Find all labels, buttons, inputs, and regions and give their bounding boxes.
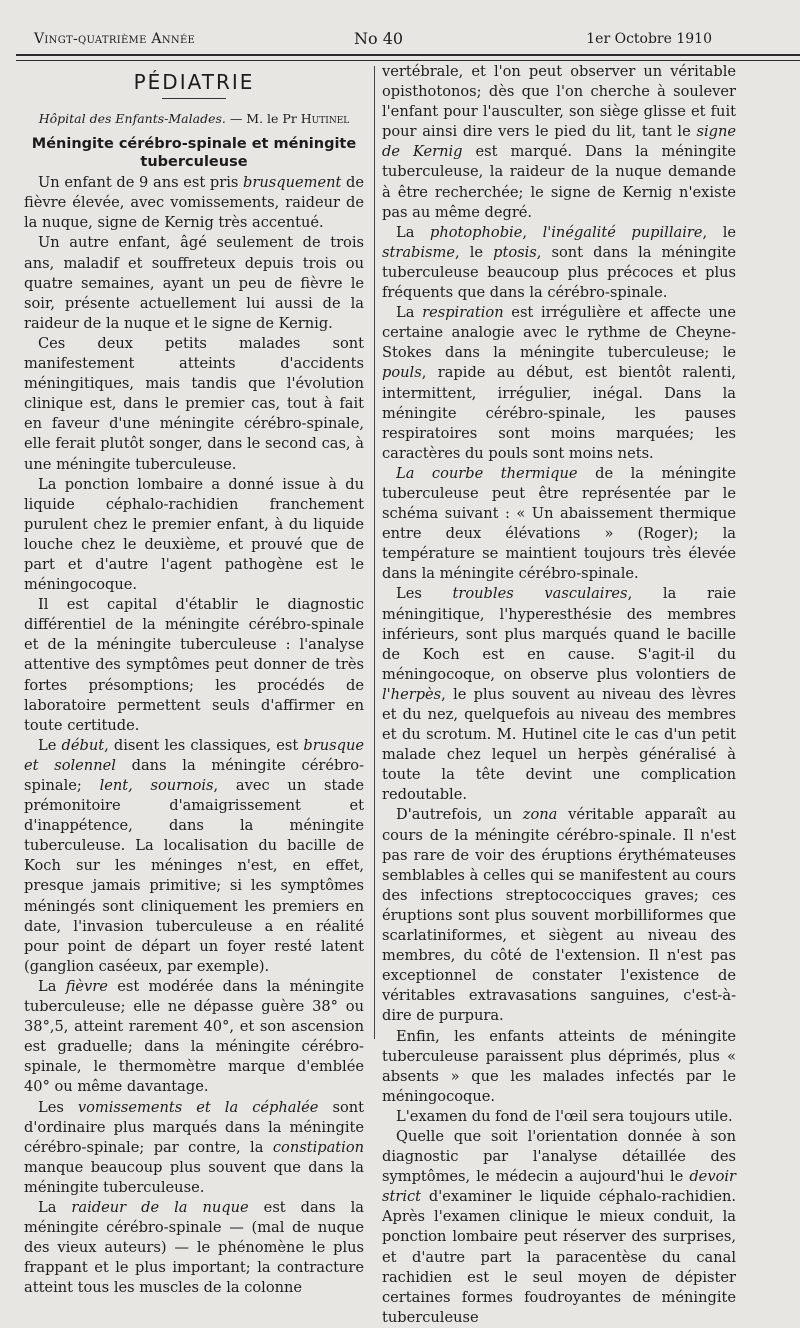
text-run: La	[396, 223, 430, 241]
text-run: manque beaucoup plus souvent que dans la méningite tuberculeuse.	[24, 1158, 364, 1196]
text-run: La	[38, 1198, 72, 1216]
title-rule	[162, 98, 226, 99]
text-run: de la méningite tuberculeuse peut être représentée par le schéma suivant : « Un abaissement thermique entre deux élévations » (Roger); la température se maintient toujours très élevée dans la méningite cérébro-spinale.	[382, 464, 736, 583]
emphasis: l'herpès	[382, 685, 442, 703]
text-run: d'examiner le liquide céphalo-rachidien. Après l'examen clinique le mieux conduit, la ponction lombaire peut réserver des surprises, et d'autre part la paracentèse du canal rachidien est le seul moyen de dépister certaines formes foudroyantes de méningite tuberculeuse	[382, 1188, 736, 1326]
paragraph	[24, 736, 364, 977]
text-run: D'autrefois, un	[396, 806, 523, 824]
paragraph	[24, 1198, 364, 1298]
emphasis: fièvre	[65, 977, 108, 995]
text-run: , avec un stade prémonitoire d'amaigrissement et d'inappétence, dans la méningite tuberculeuse. La localisation du bacille de Koch sur les méninges n'est, en effet, presque jamais primitive; si les symptômes méningés sont cliniquement les premiers en date, l'invasion tuberculeuse a en réalité pour point de départ un foyer resté latent (ganglion caséeux, par exemple).	[24, 777, 364, 975]
paragraph	[382, 464, 736, 585]
emphasis: troubles vasculaires	[452, 585, 628, 603]
byline-separator: — M. le Pr	[225, 111, 301, 127]
text-run: est irrégulière et affecte une certaine analogie avec le rythme de Cheyne-Stokes dans la méningite tuberculeuse; le	[382, 304, 736, 362]
emphasis: vomissements et la céphalée	[77, 1098, 319, 1116]
emphasis: ptosis	[493, 243, 537, 261]
emphasis: début	[61, 736, 105, 754]
section-title: PÉDIATRIE	[133, 70, 255, 94]
paragraph	[382, 805, 736, 1026]
text-run: , rapide au début, est bientôt ralenti, intermittent, irrégulier, inégal. Dans la méningite cérébro-spinale, les pauses respiratoires sont moins marquées; les caractères du pouls sont moins nets.	[382, 364, 736, 462]
text-run: , sont dans la méningite tuberculeuse beaucoup plus précoces et plus fréquents que dans la cérébro-spinale.	[382, 243, 736, 302]
text-run: La	[396, 304, 423, 322]
header-double-rule	[16, 54, 800, 61]
emphasis: devoir strict	[382, 1168, 736, 1206]
paragraph	[382, 223, 736, 303]
paragraph: Un autre enfant, âgé seulement de trois ans, maladif et souffreteux depuis trois ou quatre semaines, ayant un peu de fièvre le soir, présente actuellement lui aussi de la raideur de la nuque et le signe de Kernig.	[24, 234, 364, 332]
emphasis: constipation	[272, 1138, 364, 1156]
paragraph	[382, 303, 736, 464]
text-run: Les	[38, 1098, 78, 1116]
text-run: véritable apparaît au cours de la méningite cérébro-spinale. Il n'est pas rare de voir des éruptions érythémateuses semblables à celles qui se manifestent au cours des infections streptococciques graves; ces éruptions sont plus souvent morbilliformes que scarlatiniformes, et siègent au niveau des membres, du côté de l'extension. Il n'est pas exceptionnel de constater l'existence de véritables extravasations sanguines, c'est-à-dire de purpura.	[382, 806, 736, 1025]
text-run: ,	[522, 223, 543, 241]
text-run: La	[38, 977, 66, 995]
paragraph	[382, 62, 736, 223]
emphasis: respiration	[422, 304, 504, 322]
issue-number: No 40	[354, 29, 404, 48]
column-divider	[374, 66, 375, 1039]
text-run: de fièvre élevée, avec vomissements, raideur de la nuque, signe de Kernig très accentué.	[24, 174, 364, 232]
byline	[24, 109, 364, 129]
text-run: Quelle que soit l'orientation donnée à son diagnostic par l'analyse détaillée des symptômes, le médecin a aujourd'hui le	[382, 1127, 736, 1186]
text-run: , le plus souvent au niveau des lèvres et du nez, quelquefois au niveau des membres et du scrotum. M. Hutinel cite le cas d'un petit malade chez lequel un herpès généralisé à toute la tête devint une complication redoutable.	[382, 685, 736, 804]
emphasis: photophobie	[429, 223, 523, 241]
emphasis: pouls	[382, 364, 422, 382]
byline-place: Hôpital des Enfants-Malades.	[38, 111, 226, 127]
text-run: Un enfant de 9 ans est pris	[38, 174, 244, 192]
paragraph: La ponction lombaire a donné issue à du liquide céphalo-rachidien franchement purulent chez le premier enfant, à du liquide louche chez le deuxième, et prouvé que de part et d'autre l'agent pathogène est le méningocoque.	[24, 475, 364, 594]
left-column	[24, 64, 364, 1298]
article-title: Méningite cérébro-spinale et méningite tuberculeuse	[31, 136, 357, 171]
paragraph	[382, 1127, 736, 1328]
text-run: est modérée dans la méningite tuberculeuse; elle ne dépasse guère 38° ou 38°,5, atteint rarement 40°, et son ascension est graduelle; dans la méningite cérébro-spinale, le thermomètre marque d'emblée 40° ou même davantage.	[24, 977, 364, 1096]
emphasis: brusquement	[243, 174, 342, 192]
emphasis: lent, sournois	[99, 777, 214, 794]
text-run: vertébrale, et l'on peut observer un véritable opisthotonos; dès que l'on cherche à soulever l'enfant pour l'ausculter, son siège glisse et fuit pour ainsi dire vers le pied du lit, tant le	[382, 63, 736, 141]
emphasis: l'inégalité pupillaire	[542, 223, 703, 241]
issue-date: 1er Octobre 1910	[586, 31, 712, 47]
emphasis: zona	[522, 806, 558, 824]
text-run: sont d'ordinaire plus marqués dans la méningite cérébro-spinale; par contre, la	[24, 1098, 364, 1156]
paragraph	[24, 1098, 364, 1198]
emphasis: signe de Kernig	[382, 123, 736, 161]
emphasis: brusque et solennel	[24, 736, 365, 774]
text-run: , la raie méningitique, l'hyperesthésie des membres inférieurs, sont plus marqués quand le bacille de Koch est en cause. S'agit-il du méningocoque, on observe plus volontiers de	[382, 585, 736, 683]
text-run: , disent les classiques, est	[104, 736, 304, 754]
byline-author: Hutinel	[300, 111, 350, 127]
text-run: dans la méningite cérébro-spinale;	[24, 756, 364, 794]
emphasis: strabisme	[382, 243, 456, 261]
paragraph: Ces deux petits malades sont manifestement atteints d'accidents méningitiques, mais tandis que l'évolution clinique est, dans le premier cas, tout à fait en faveur d'une méningite cérébro-spinale, elle ferait plutôt songer, dans le second cas, à une méningite tuberculeuse.	[24, 334, 364, 473]
paragraph	[24, 173, 364, 233]
paragraph: Il est capital d'établir le diagnostic différentiel de la méningite cérébro-spinale et de la méningite tuberculeuse : l'analyse attentive des symptômes peut donner de très fortes présomptions; les procédés de laboratoire permettent seuls d'affirmer en toute certitude.	[24, 596, 364, 734]
journal-year: Vingt-quatrième Année	[34, 31, 196, 47]
text-run: est marqué. Dans la méningite tuberculeuse, la raideur de la nuque demande à être recherchée; le signe de Kernig n'existe pas au même degré.	[382, 143, 737, 221]
paragraph	[382, 584, 736, 805]
text-run: Le	[38, 736, 62, 754]
paragraph: L'examen du fond de l'œil sera toujours utile.	[396, 1107, 733, 1125]
text-run: est dans la méningite cérébro-spinale — (mal de nuque des vieux auteurs) — le phénomène le plus frappant et le plus important; la contracture atteint tous les muscles de la colonne	[24, 1198, 364, 1297]
emphasis: raideur de la nuque	[71, 1198, 249, 1216]
text-run: , le	[702, 223, 737, 241]
right-column	[382, 62, 736, 1328]
emphasis: La courbe thermique	[396, 464, 578, 482]
text-run: Les	[396, 585, 453, 603]
paragraph: Enfin, les enfants atteints de méningite tuberculeuse paraissent plus déprimés, plus « absents » que les malades infectés par le méningocoque.	[382, 1027, 736, 1105]
running-header	[34, 28, 712, 50]
text-run: , le	[455, 243, 494, 261]
paragraph	[24, 977, 364, 1098]
